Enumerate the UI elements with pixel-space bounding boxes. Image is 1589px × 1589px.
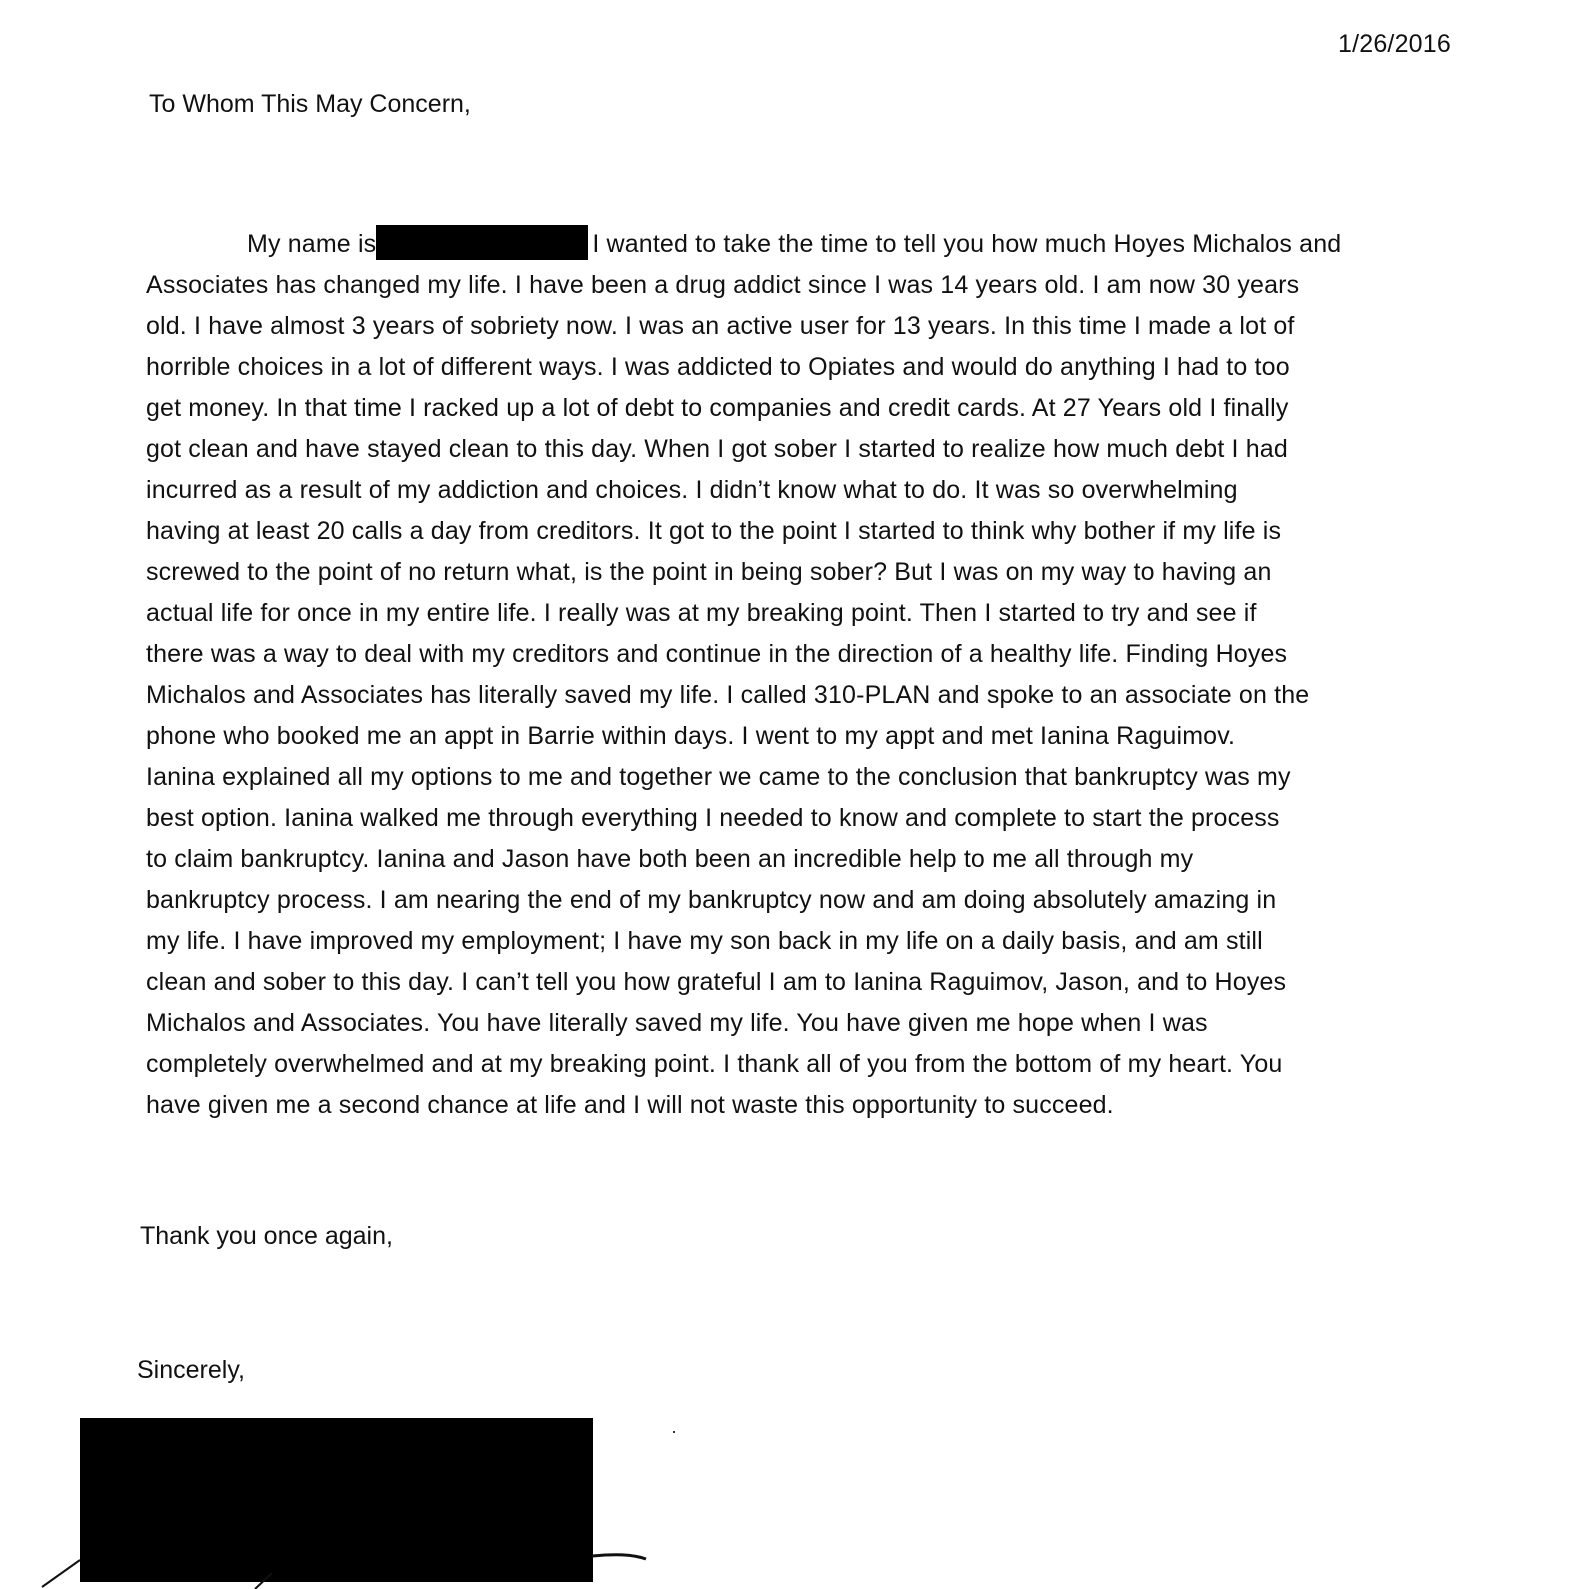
body-line: Michalos and Associates. You have literally saved my life. You have given me hope when I was [146, 1009, 1208, 1037]
body-line: best option. Ianina walked me through everything I needed to know and complete to start the process [146, 804, 1280, 832]
body-line: clean and sober to this day. I can’t tell you how grateful I am to Ianina Raguimov, Jason, and to Hoyes [146, 968, 1287, 996]
body-line: screwed to the point of no return what, is the point in being sober? But I was on my way to having an [146, 558, 1272, 586]
letter-signoff: Sincerely, [137, 1356, 245, 1384]
letter-body [146, 224, 1446, 1126]
body-line: my life. I have improved my employment; I have my son back in my life on a daily basis, and am still [146, 927, 1263, 955]
body-line: have given me a second chance at life and I will not waste this opportunity to succeed. [146, 1091, 1114, 1119]
body-line: horrible choices in a lot of different ways. I was addicted to Opiates and would do anything I had to too [146, 353, 1290, 381]
body-line: there was a way to deal with my creditors and continue in the direction of a healthy life. Finding Hoyes [146, 640, 1288, 668]
body-line: got clean and have stayed clean to this day. When I got sober I started to realize how much debt I had [146, 435, 1288, 463]
redacted-name-block [376, 225, 588, 260]
signature-stroke [40, 1540, 660, 1589]
body-line: actual life for once in my entire life. I really was at my breaking point. Then I started to try and see if [146, 599, 1257, 627]
body-line: incurred as a result of my addiction and choices. I didn’t know what to do. It was so overwhelming [146, 476, 1238, 504]
body-line: to claim bankruptcy. Ianina and Jason have both been an incredible help to me all through my [146, 845, 1194, 873]
body-line-prefix: My name is [247, 230, 377, 258]
body-line: phone who booked me an appt in Barrie within days. I went to my appt and met Ianina Raguimov. [146, 722, 1236, 750]
letter-closing: Thank you once again, [140, 1222, 393, 1250]
body-line: having at least 20 calls a day from creditors. It got to the point I started to think why bother if my life is [146, 517, 1282, 545]
body-line-suffix: I wanted to take the time to tell you how much Hoyes Michalos and [592, 230, 1342, 258]
body-line: old. I have almost 3 years of sobriety now. I was an active user for 13 years. In this time I made a lot of [146, 312, 1295, 340]
body-line [146, 224, 1446, 265]
letter-date: 1/26/2016 [1337, 30, 1451, 58]
body-line: Ianina explained all my options to me and together we came to the conclusion that bankruptcy was my [146, 763, 1291, 791]
body-line: Michalos and Associates has literally saved my life. I called 310-PLAN and spoke to an associate on the [146, 681, 1310, 709]
body-line: bankruptcy process. I am nearing the end of my bankruptcy now and am doing absolutely amazing in [146, 886, 1277, 914]
body-line: get money. In that time I racked up a lot of debt to companies and credit cards. At 27 Years old I finally [146, 394, 1289, 422]
letter-salutation: To Whom This May Concern, [149, 90, 471, 118]
body-line: completely overwhelmed and at my breaking point. I thank all of you from the bottom of my heart. You [146, 1050, 1283, 1078]
scan-speck [673, 1431, 675, 1433]
body-line: Associates has changed my life. I have been a drug addict since I was 14 years old. I am now 30 years [146, 271, 1300, 299]
